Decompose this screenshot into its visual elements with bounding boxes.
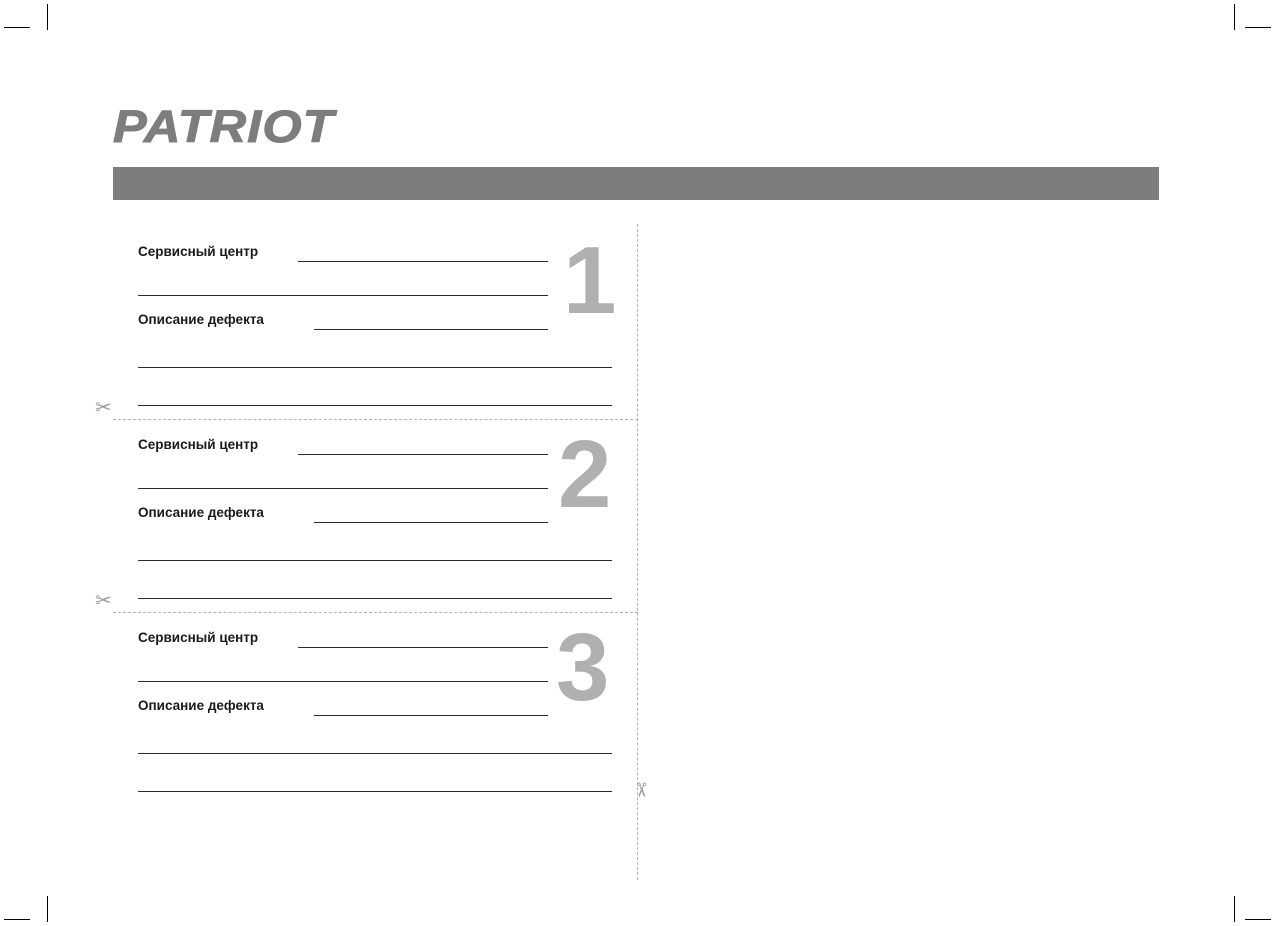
- field-rule[interactable]: [314, 715, 548, 716]
- crop-mark-left-top: [4, 27, 30, 28]
- header-bar: [113, 167, 1159, 200]
- scissors-icon: ✂: [629, 781, 652, 799]
- field-rule[interactable]: [314, 522, 548, 523]
- cut-line-1: [113, 419, 638, 420]
- field-rule[interactable]: [138, 405, 612, 406]
- brand-logo: PATRIOT: [113, 101, 335, 152]
- coupon-number-2: 2: [558, 421, 612, 528]
- field-label-defect-description: Описание дефекта: [138, 312, 264, 327]
- crop-mark-left-bottom: [4, 919, 30, 920]
- crop-mark-bottom-left: [47, 896, 48, 922]
- crop-mark-top-right: [1234, 4, 1235, 30]
- field-rule[interactable]: [138, 560, 612, 561]
- field-rule[interactable]: [138, 295, 548, 296]
- field-label-defect-description: Описание дефекта: [138, 698, 264, 713]
- field-rule[interactable]: [138, 791, 612, 792]
- crop-mark-right-bottom: [1245, 919, 1271, 920]
- field-rule[interactable]: [138, 488, 548, 489]
- field-label-service-center: Сервисный центр: [138, 244, 259, 259]
- field-defect-description-2-line3: [138, 569, 638, 603]
- crop-mark-right-top: [1245, 27, 1271, 28]
- field-rule[interactable]: [298, 261, 548, 262]
- field-rule[interactable]: [138, 598, 612, 599]
- field-label-defect-description: Описание дефекта: [138, 505, 264, 520]
- field-rule[interactable]: [138, 753, 612, 754]
- field-defect-description-2-line2: [138, 535, 638, 569]
- scissors-icon: ✂: [95, 397, 112, 419]
- field-rule[interactable]: [314, 329, 548, 330]
- field-defect-description-1-line3: [138, 376, 638, 410]
- field-defect-description-1-line2: [138, 342, 638, 376]
- field-defect-description-3-line3: [138, 762, 638, 796]
- coupon-number-1: 1: [563, 227, 617, 334]
- field-rule[interactable]: [138, 367, 612, 368]
- coupon-number-3: 3: [556, 614, 610, 721]
- field-rule[interactable]: [298, 647, 548, 648]
- crop-mark-bottom-right: [1234, 896, 1235, 922]
- field-label-service-center: Сервисный центр: [138, 437, 259, 452]
- cut-line-2: [113, 612, 638, 613]
- crop-mark-top-left: [47, 4, 48, 30]
- field-rule[interactable]: [138, 681, 548, 682]
- field-rule[interactable]: [298, 454, 548, 455]
- scissors-icon: ✂: [95, 590, 112, 612]
- field-label-service-center: Сервисный центр: [138, 630, 259, 645]
- field-defect-description-3-line2: [138, 728, 638, 762]
